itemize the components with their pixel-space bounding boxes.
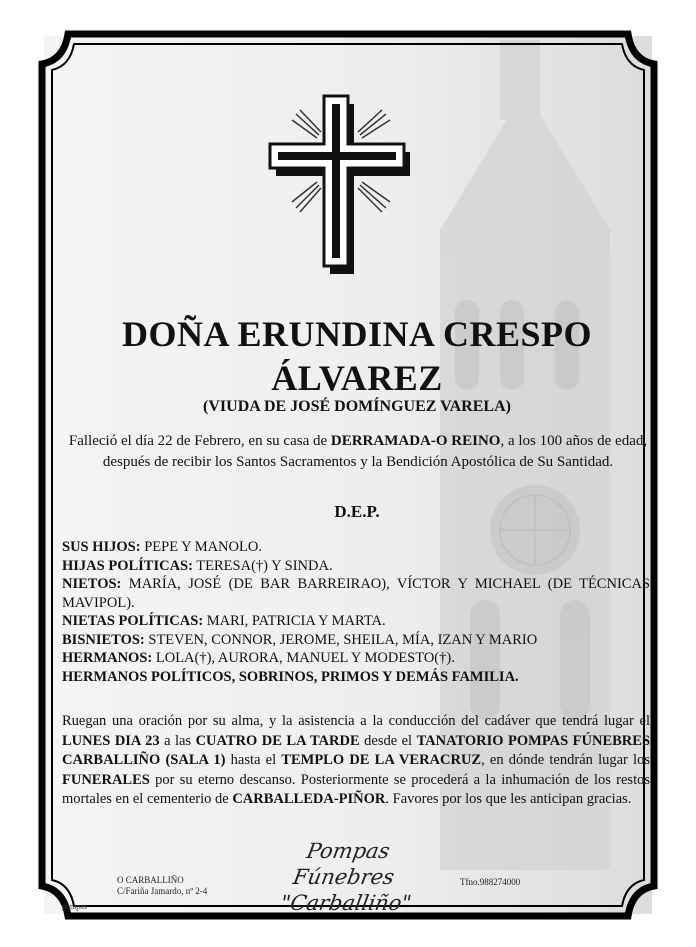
request-text: desde el (359, 732, 417, 749)
request-text: a las (159, 732, 196, 749)
family-row-extended (62, 668, 650, 687)
request-text: por su eterno descanso. Posteriormente se procederá a la inhumación de los restos mortales en el cementerio de (62, 771, 650, 807)
family-label: NIETOS: (62, 576, 122, 592)
request-text: Ruegan una oración por su alma, y la asistencia a la conducción del cadáver que tendrá lugar el (62, 713, 650, 729)
logo-line-1: Pompas Fúnebres (291, 839, 397, 889)
family-row-granddaughters-in-law (62, 612, 650, 631)
family-text: LOLA(†), AURORA, MANUEL Y MODESTO(†). (152, 650, 455, 666)
address-street: C/Fariña Jamardo, nº 2-4 (117, 886, 208, 896)
cemetery-name: CARBALLEDA-PIÑOR (232, 791, 386, 807)
family-label: NIETAS POLÍTICAS: (62, 613, 204, 629)
address-city: O CARBALLIÑO (117, 875, 184, 885)
request-text: , en dónde tendrán lugar los (481, 752, 650, 768)
family-text: STEVEN, CONNOR, JEROME, SHEILA, MÍA, IZAN Y MARIO (144, 631, 538, 648)
funeral-request (62, 712, 650, 810)
name-line-1: DOÑA ERUNDINA CRESPO (121, 314, 593, 354)
church-name: TEMPLO DE LA VERACRUZ (281, 752, 482, 768)
funerals-word: FUNERALES (62, 771, 150, 788)
funeral-home-logo (266, 838, 426, 915)
request-text: . Favores por los que les anticipan gracias. (385, 791, 632, 807)
family-text: MARÍA, JOSÉ (DE BAR BARREIRAO), VÍCTOR Y MICHAEL (DE TÉCNICAS MAVIPOL). (62, 576, 650, 611)
name-line-2: ÁLVAREZ (271, 358, 443, 398)
funeral-time: CUATRO DE LA TARDE (195, 732, 360, 749)
death-text-part2: , a los 100 años de edad, después de recibir los Santos Sacramentos y la Bendición Apostólica de Su Santidad. (102, 433, 648, 470)
widow-of: (VIUDA DE JOSÉ DOMÍNGUEZ VARELA) (203, 398, 511, 415)
family-label: SUS HIJOS: (62, 539, 141, 555)
family-row-children (62, 538, 650, 557)
deceased-name (60, 312, 654, 400)
family-row-siblings (62, 649, 650, 668)
cross-icon (262, 90, 422, 290)
request-text: hasta el (225, 752, 282, 768)
death-announcement (68, 431, 648, 473)
family-row-great-grandchildren (62, 631, 650, 650)
footer-fragment: pompas (62, 902, 87, 911)
funeral-day: LUNES DIA 23 (62, 732, 160, 749)
death-place: DERRAMADA-O REINO (330, 433, 501, 449)
dep-heading: D.E.P. (334, 502, 380, 521)
family-row-grandchildren (62, 575, 650, 612)
family-label: BISNIETOS: (62, 631, 145, 648)
family-list (62, 538, 650, 686)
family-label: HIJAS POLÍTICAS: (62, 557, 193, 574)
family-text: PEPE Y MANOLO. (140, 539, 262, 555)
phone-number: Tfno.988274000 (460, 877, 521, 887)
death-text-part1: Falleció el día 22 de Febrero, en su casa de (68, 433, 331, 449)
family-row-daughters-in-law (62, 557, 650, 576)
family-label: HERMANOS POLÍTICOS, SOBRINOS, PRIMOS Y DEMÁS FAMILIA. (62, 668, 519, 685)
funeral-home: TANATORIO POMPAS FÚNEBRES CARBALLIÑO (SALA 1) (62, 732, 651, 768)
family-text: TERESA(†) Y SINDA. (192, 557, 333, 574)
family-text: MARI, PATRICIA Y MARTA. (203, 613, 386, 629)
logo-line-2: "Carballiño" (278, 891, 414, 915)
family-label: HERMANOS: (62, 650, 153, 666)
address-block (117, 875, 207, 897)
